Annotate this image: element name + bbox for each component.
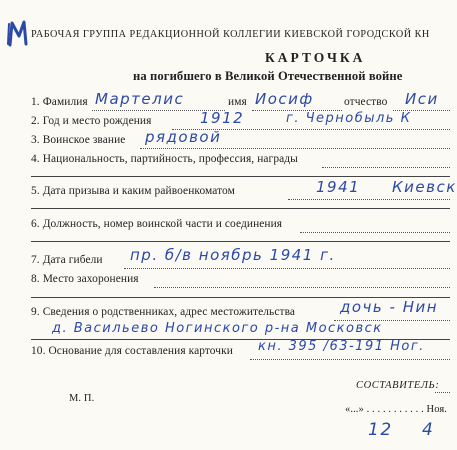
- field-9-relative: дочь - Нин: [340, 298, 439, 316]
- field-5-year: 1941: [316, 178, 361, 196]
- field-9-address: д. Васильево Ногинского р-на Московск: [52, 321, 383, 336]
- field-5-office: Киевск: [392, 178, 457, 196]
- field-10-label: 10. Основание для составления карточки: [31, 345, 233, 357]
- field-2-year: 1912: [200, 109, 245, 127]
- field-2-place: г. Чернобыль К: [286, 111, 412, 126]
- corner-handwritten-mark: [6, 18, 32, 48]
- field-6-line-a: [300, 232, 450, 233]
- date-day: 12: [368, 420, 393, 440]
- field-8-line-a: [154, 287, 450, 288]
- field-1-label: 1. Фамилия: [31, 96, 88, 108]
- field-5-line-b: [31, 208, 450, 209]
- card-subtitle: на погибшего в Великой Отечественной войне: [133, 69, 403, 83]
- compiler-line: [435, 392, 450, 393]
- field-5-line-a: [288, 199, 450, 200]
- field-1-name-label: имя: [228, 96, 247, 108]
- field-4-label: 4. Национальность, партийность, профессия, награды: [31, 153, 298, 165]
- field-6-line-b: [31, 241, 450, 242]
- field-1-surname: Мартелис: [95, 90, 185, 108]
- field-1-patronymic-label: отчество: [344, 96, 388, 108]
- field-4-line-a: [322, 167, 450, 168]
- field-10-basis: кн. 395 /63-191 Ног.: [258, 339, 425, 354]
- field-6-label: 6. Должность, номер воинской части и соединения: [31, 218, 283, 230]
- field-1-patronymic: Иси: [405, 90, 439, 108]
- field-4-line-b: [31, 176, 450, 177]
- field-8-label: 8. Место захоронения: [31, 273, 139, 285]
- field-3-line: [140, 148, 450, 149]
- field-10-line: [250, 359, 450, 360]
- field-5-label: 5. Дата призыва и каким райвоенкоматом: [31, 185, 235, 197]
- card-title: КАРТОЧКА: [265, 50, 366, 65]
- field-9-label: 9. Сведения о родственниках, адрес местожительства: [31, 306, 296, 318]
- compiler-label: СОСТАВИТЕЛЬ:: [356, 380, 440, 391]
- field-3-rank: рядовой: [145, 128, 222, 146]
- field-2-label: 2. Год и место рождения: [31, 115, 152, 127]
- organization-header: РАБОЧАЯ ГРУППА РЕДАКЦИОННОЙ КОЛЛЕГИИ КИЕВСКОЙ ГОРОДСКОЙ КН: [31, 29, 430, 40]
- field-1-name: Иосиф: [255, 90, 314, 108]
- date-extra: 4: [422, 420, 435, 440]
- field-7-line: [124, 268, 450, 269]
- field-3-label: 3. Воинское звание: [31, 134, 126, 146]
- field-7-death-date: пр. б/в ноябрь 1941 г.: [130, 246, 336, 264]
- field-7-label: 7. Дата гибели: [31, 254, 103, 266]
- stamp-place: М. П.: [69, 393, 95, 404]
- date-template: «...» . . . . . . . . . . . Ноя.: [345, 404, 448, 415]
